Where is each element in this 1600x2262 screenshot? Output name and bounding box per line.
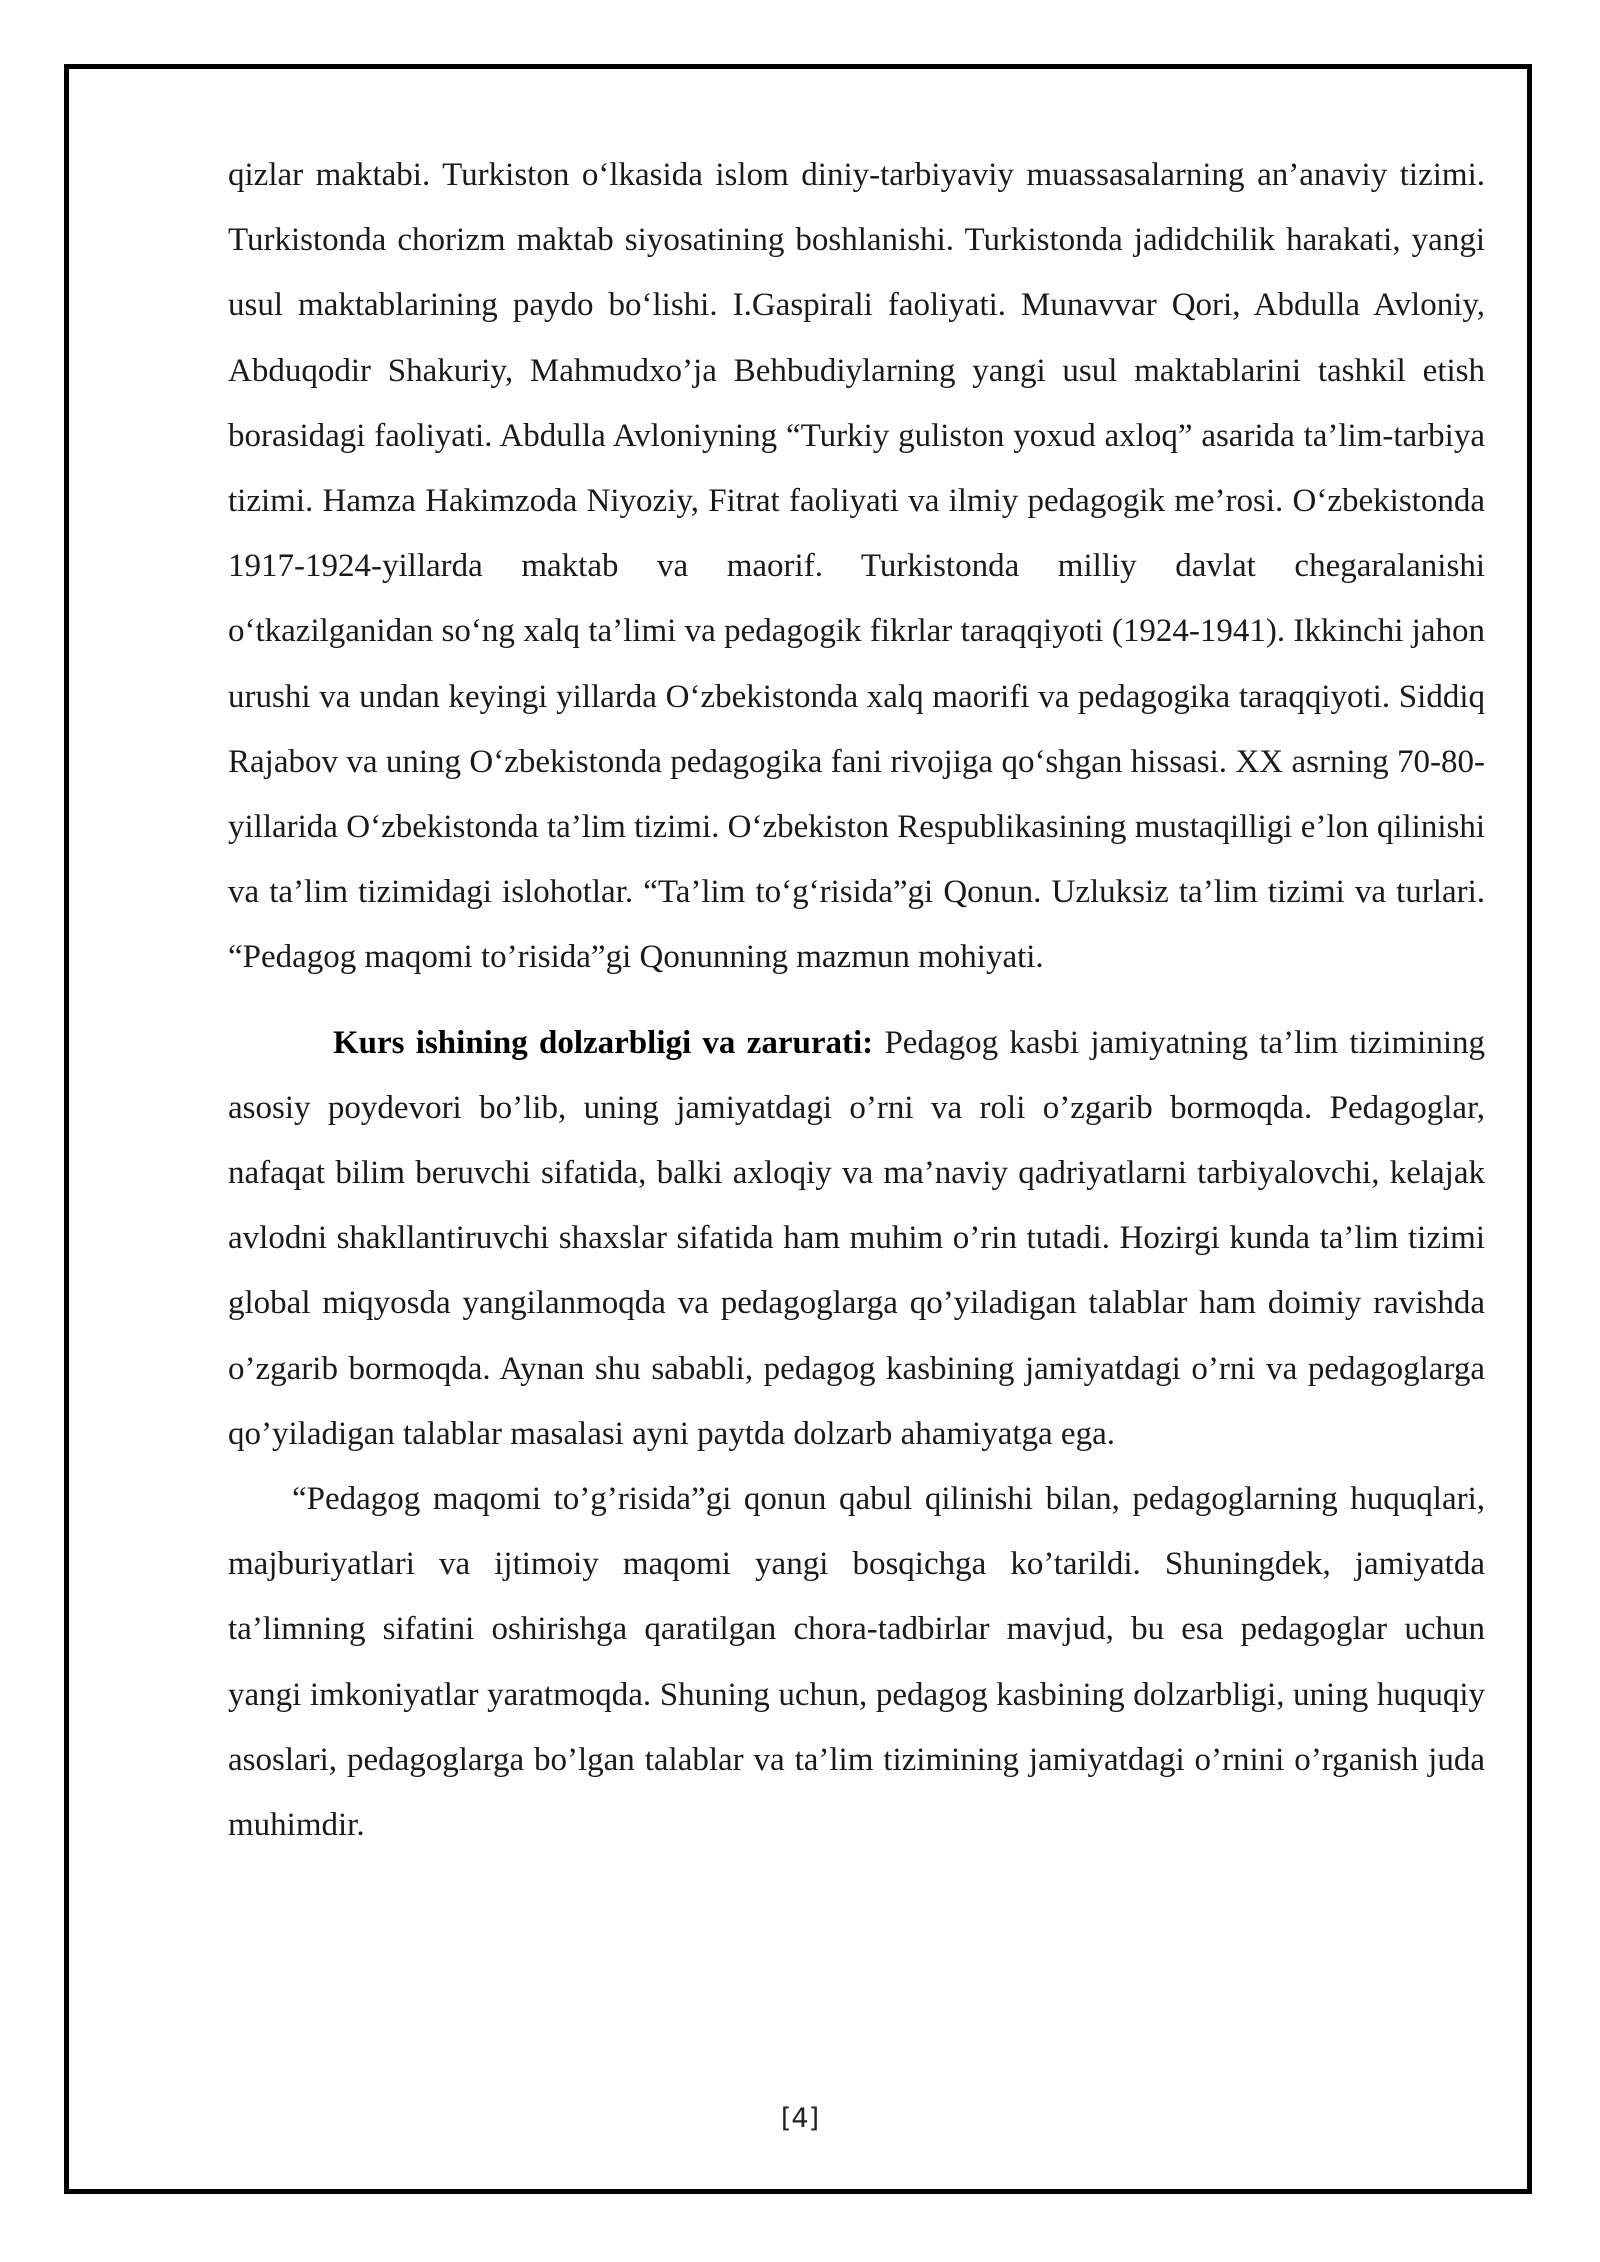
document-body	[228, 143, 1485, 1858]
paragraph-law-status: “Pedagog maqomi to’g’risida”gi qonun qabul qilinishi bilan, pedagoglarning huquqlari, majburiyatlari va ijtimoiy maqomi yangi bosqichga ko’tarildi. Shuningdek, jamiyatda ta’limning sifatini oshirishga qaratilgan chora-tadbirlar mavjud, bu esa pedagoglar uchun yangi imkoniyatlar yaratmoqda. Shuning uchun, pedagog kasbining dolzarbligi, uning huquqiy asoslari, pedagoglarga bo’lgan talablar va ta’lim tizimining jamiyatdagi o’rnini o’rganish juda muhimdir.	[228, 1481, 1485, 1844]
page-number: [4]	[780, 2103, 820, 2134]
relevance-text: Pedagog kasbi jamiyatning ta’lim tizimining asosiy poydevori bo’lib, uning jamiyatdagi o’rni va roli o’zgarib bormoqda. Pedagoglar, nafaqat bilim beruvchi sifatida, balki axloqiy va ma’naviy qadriyatlarni tarbiyalovchi, kelajak avlodni shakllantiruvchi shaxslar sifatida ham muhim o’rin tutadi. Hozirgi kunda ta’lim tizimi global miqyosda yangilanmoqda va pedagoglarga qo’yiladigan talablar ham doimiy ravishda o’zgarib bormoqda. Aynan shu sababli, pedagog kasbining jamiyatdagi o’rni va pedagoglarga qo’yiladigan talablar masalasi ayni paytda dolzarb ahamiyatga ega.	[228, 1024, 1485, 1452]
relevance-heading: Kurs ishining dolzarbligi va zarurati:	[333, 1024, 874, 1061]
paragraph-relevance	[228, 1011, 1485, 1467]
paragraph-continued-syllabus: qizlar maktabi. Turkiston o‘lkasida islom diniy-tarbiyaviy muassasalarning an’anaviy tizimi. Turkistonda chorizm maktab siyosatining boshlanishi. Turkistonda jadidchilik harakati, yangi usul maktablarining paydo bo‘lishi. I.Gaspirali faoliyati. Munavvar Qori, Abdulla Avloniy, Abduqodir Shakuriy, Mahmudxo’ja Behbudiylarning yangi usul maktablarini tashkil etish borasidagi faoliyati. Abdulla Avloniyning “Turkiy guliston yoxud axloq” asarida ta’lim-tarbiya tizimi. Hamza Hakimzoda Niyoziy, Fitrat faoliyati va ilmiy pedagogik me’rosi. O‘zbekistonda 1917-1924-yillarda maktab va maorif. Turkistonda milliy davlat chegaralanishi o‘tkazilganidan so‘ng xalq ta’limi va pedagogik fikrlar taraqqiyoti (1924-1941). Ikkinchi jahon urushi va undan keyingi yillarda O‘zbekistonda xalq maorifi va pedagogika taraqqiyoti. Siddiq Rajabov va uning O‘zbekistonda pedagogika fani rivojiga qo‘shgan hissasi. XX asrning 70-80- yillarida O‘zbekistonda ta’lim tizimi. O‘zbekiston Respublikasining mustaqilligi e’lon qilinishi va ta’lim tizimidagi islohotlar. “Ta’lim to‘g‘risida”gi Qonun. Uzluksiz ta’lim tizimi va turlari. “Pedagog maqomi to’risida”gi Qonunning mazmun mohiyati.	[228, 157, 1485, 976]
